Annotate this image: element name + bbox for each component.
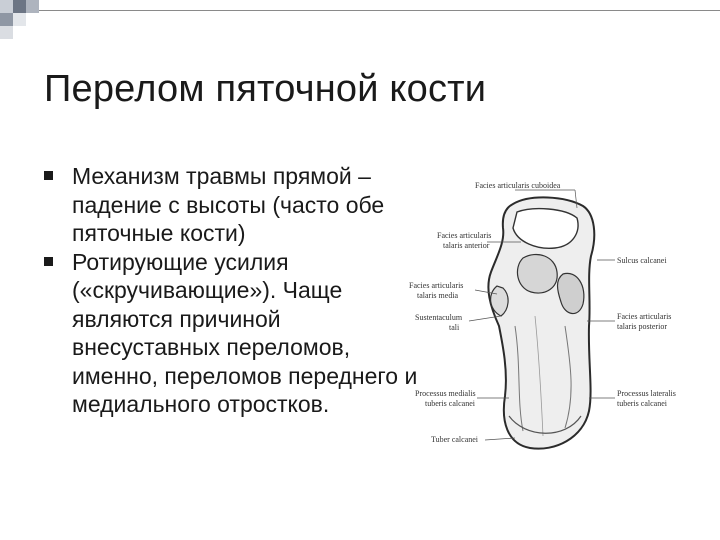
label-facies-media: Facies articularis bbox=[409, 281, 464, 290]
label-processus-medialis: Processus medialis bbox=[415, 389, 476, 398]
label-tuber-calcanei: Tuber calcanei bbox=[431, 435, 479, 444]
label-processus-medialis-2: tuberis calcanei bbox=[425, 399, 475, 408]
bullet-text: Механизм травмы прямой – падение с высоты (часто обе пяточные кости) bbox=[72, 163, 385, 246]
bullet-item bbox=[44, 248, 424, 419]
title-rule bbox=[0, 10, 720, 11]
label-processus-lateralis: Processus lateralis bbox=[617, 389, 676, 398]
bullet-text: Ротирующие усилия («скручивающие»). Чаще являются причиной внесуставных переломов, именно, переломов переднего и медиального отростков. bbox=[72, 248, 418, 417]
label-facies-posterior-2: talaris posterior bbox=[617, 322, 667, 331]
label-facies-cuboidea: Facies articularis cuboidea bbox=[475, 181, 561, 190]
bullet-list bbox=[44, 162, 424, 419]
calcaneus-figure bbox=[405, 176, 705, 476]
corner-decoration bbox=[0, 0, 60, 40]
label-sustentaculum: Sustentaculum bbox=[415, 313, 463, 322]
bullet-item bbox=[44, 162, 424, 248]
label-facies-posterior: Facies articularis bbox=[617, 312, 672, 321]
label-facies-anterior-2: talaris anterior bbox=[443, 241, 490, 250]
label-sulcus-calcanei: Sulcus calcanei bbox=[617, 256, 667, 265]
slide-title: Перелом пяточной кости bbox=[44, 68, 487, 110]
label-sustentaculum-2: tali bbox=[449, 323, 460, 332]
square-bullet-icon bbox=[44, 171, 53, 180]
label-facies-media-2: talaris media bbox=[417, 291, 459, 300]
label-facies-anterior: Facies articularis bbox=[437, 231, 492, 240]
calcaneus-bone-illustration bbox=[488, 197, 594, 448]
square-bullet-icon bbox=[44, 257, 53, 266]
label-processus-lateralis-2: tuberis calcanei bbox=[617, 399, 667, 408]
